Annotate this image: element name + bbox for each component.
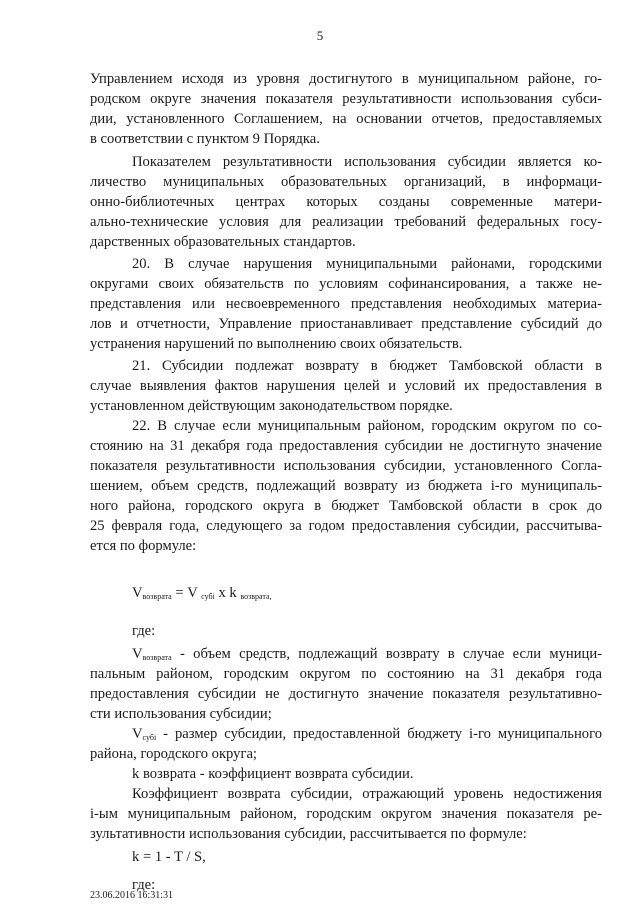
text-line: i-ым муниципальным районом, городским округом значения показателя ре-	[90, 806, 602, 822]
text-line: пальным районом, городским округом по состоянию на 31 декабря года	[90, 666, 602, 682]
text-line: представления или несвоевременного представления необходимых материа-	[90, 296, 602, 312]
text-line: Управлением исходя из уровня достигнутого в муниципальном районе, го-	[90, 71, 602, 87]
text-line: устранения нарушений по выполнению своих обязательств.	[90, 336, 463, 352]
text-line: 25 февраля года, следующего за годом предоставления субсидии, рассчитыва-	[90, 518, 602, 534]
text-line: дии, установленного Соглашением, на основании отчетов, предоставляемых	[90, 111, 602, 127]
text-line: случае выявления фактов нарушения целей и условий их предоставления в	[90, 378, 602, 394]
text-line: дарственных образовательных стандартов.	[90, 234, 356, 250]
text-line: установленном действующим законодательством порядке.	[90, 398, 453, 414]
text-line: Показателем результативности использования субсидии является ко-	[132, 154, 602, 170]
text-line: лов и отчетности, Управление приостанавливает представление субсидий до	[90, 316, 602, 332]
text-line: личество муниципальных образовательных организаций, в информаци-	[90, 174, 602, 190]
text-line: зультативности использования субсидии, рассчитывается по формуле:	[90, 826, 527, 842]
definition-v-return: $V_{возврата}$ - объем средств, подлежащий возврату в случае если муници-	[132, 646, 602, 662]
text-line: показателя результативности использования субсидии, установленного Согла-	[90, 458, 602, 474]
text-line: шением, объем средств, подлежащий возврату из бюджета i-го муниципаль-	[90, 478, 602, 494]
text-line: Коэффициент возврата субсидии, отражающий уровень недостижения	[132, 786, 602, 802]
timestamp-footer: 23.06.2016 16:31:31	[90, 890, 174, 901]
text-line: округами своих обязательств по условиям софинансирования, а также не-	[90, 276, 602, 292]
text-line: 20. В случае нарушения муниципальными районами, городскими	[132, 256, 602, 272]
text-line: ного района, городского округа в бюджет Тамбовской области в срок до	[90, 498, 602, 514]
formula-k: k = 1 - T / S,	[132, 849, 206, 865]
text-line: онно-библиотечных центрах которых созданы современные матери-	[90, 194, 602, 210]
definition-v-sub: $V_{субi}$ - размер субсидии, предоставленной бюджету i-го муниципального	[132, 726, 602, 742]
definition-k: k возврата - коэффициент возврата субсидии.	[132, 766, 414, 782]
text-line: ется по формуле:	[90, 538, 197, 554]
text-line: стоянию на 31 декабря года предоставления субсидии не достигнуто значение	[90, 438, 602, 454]
text-line: 22. В случае если муниципальным районом, городским округом по со-	[132, 418, 602, 434]
text-line: 21. Субсидии подлежат возврату в бюджет Тамбовской области в	[132, 358, 602, 374]
formula-v-return: $V_{возврата} = V$ $_{субi}$ x k $_{возврата,}$	[132, 585, 272, 601]
where-label: где:	[132, 877, 156, 893]
text-line: родском округе значения показателя результативности использования субси-	[90, 91, 602, 107]
where-label: где:	[132, 623, 156, 639]
text-line: предоставления субсидии не достигнуто значение показателя результативно-	[90, 686, 602, 702]
text-line: ально-технические условия для реализации требований федеральных госу-	[90, 214, 602, 230]
text-line: района, городского округа;	[90, 746, 257, 762]
text-line: в соответствии с пунктом 9 Порядка.	[90, 131, 320, 147]
page-number: 5	[316, 28, 324, 43]
text-line: сти использования субсидии;	[90, 706, 272, 722]
